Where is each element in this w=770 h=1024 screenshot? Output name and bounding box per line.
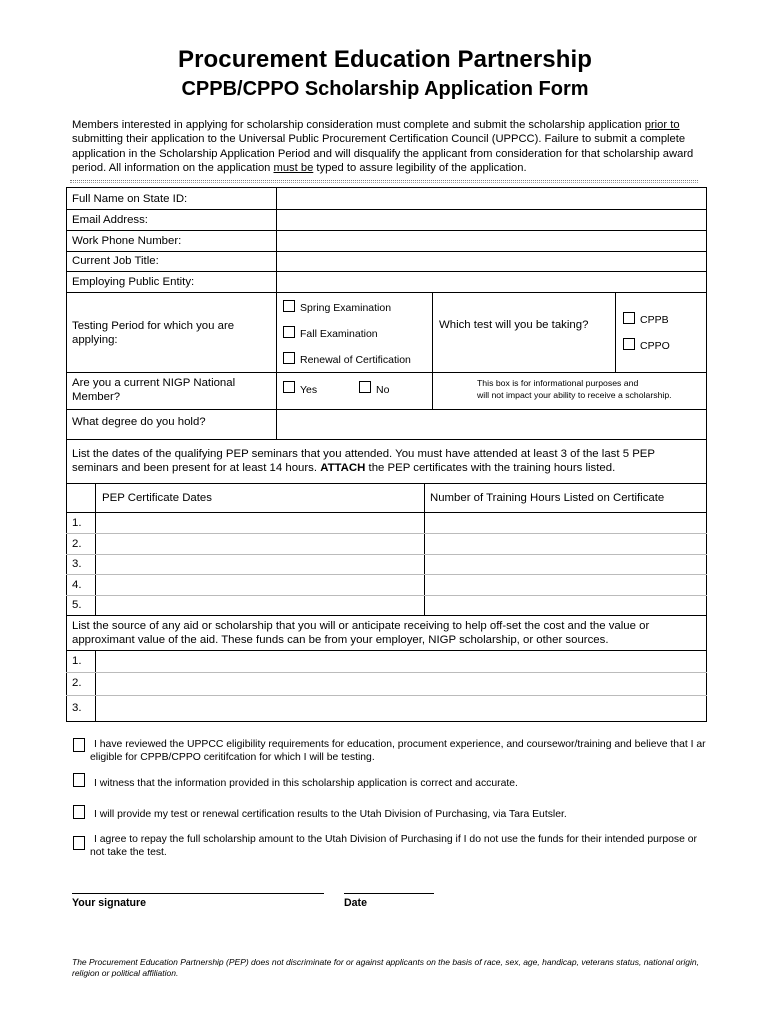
column-divider — [432, 292, 433, 409]
pep-col-dates: PEP Certificate Dates — [102, 492, 212, 504]
declaration-1-line-1: I have reviewed the UPPCC eligibility requirements for education, procument experience, and coursewor/training and believe that I ar — [94, 739, 706, 750]
aid-row-number: 3. — [72, 702, 82, 714]
nigp-note-line-1: This box is for informational purposes and — [477, 378, 639, 388]
declaration-2-text: I witness that the information provided in this scholarship application is correct and accurate. — [94, 778, 518, 789]
declaration-1-line-2: eligible for CPPB/CPPO ceritifcation for which I will be testing. — [90, 752, 375, 763]
row-line — [66, 439, 707, 440]
nigp-no-label: No — [376, 384, 390, 396]
pep-instructions — [72, 447, 702, 476]
job-title-label: Current Job Title: — [72, 255, 159, 267]
column-divider — [276, 187, 277, 439]
date-label: Date — [344, 897, 367, 909]
nigp-note-line-2: will not impact your ability to receive a scholarship. — [477, 390, 672, 400]
pep-row-number: 5. — [72, 599, 82, 611]
degree-label: What degree do you hold? — [72, 416, 206, 428]
cppb-checkbox[interactable] — [623, 312, 635, 324]
pep-row-number: 4. — [72, 579, 82, 591]
declaration-3-checkbox[interactable] — [73, 805, 85, 819]
declaration-1-checkbox[interactable] — [73, 738, 85, 752]
work-phone-label: Work Phone Number: — [72, 235, 182, 247]
nigp-yes-label: Yes — [300, 384, 318, 396]
email-label: Email Address: — [72, 214, 148, 226]
full-name-label: Full Name on State ID: — [72, 193, 188, 205]
declaration-3-text: I will provide my test or renewal certification results to the Utah Division of Purchasing, via Tara Eutsler. — [94, 809, 567, 820]
cppb-label: CPPB — [640, 314, 669, 326]
pep-hours-input-area[interactable] — [426, 513, 706, 614]
row-line — [66, 292, 707, 293]
declaration-4-line-2: not take the test. — [90, 847, 167, 858]
pep-instructions-text-2: the PEP certificates with the training hours listed. — [365, 462, 616, 475]
form-subtitle: CPPB/CPPO Scholarship Application Form — [181, 78, 589, 100]
aid-input-area[interactable] — [97, 651, 706, 721]
job-title-field[interactable] — [278, 252, 706, 271]
renewal-checkbox[interactable] — [283, 352, 295, 364]
row-line — [66, 372, 707, 373]
fall-exam-label: Fall Examination — [300, 328, 378, 340]
non-discrimination-notice: The Procurement Education Partnership (PEP) does not discriminate for or against applicants on the basis of race, sex, age, handicap, veterans status, national origin, religion or political affiliation. — [72, 957, 699, 978]
page-title: Procurement Education Partnership — [177, 46, 593, 73]
intro-text-2: submitting their application to the Universal Public Procurement Certification Council (UPPCC). Failure to submit a complete application in the Scholarship Application Period and will disqualify the applicant from consideration for that scholarship award period. All information on the application — [72, 133, 694, 175]
pep-row-number: 1. — [72, 517, 82, 529]
pep-row-number: 2. — [72, 538, 82, 550]
email-field[interactable] — [278, 210, 706, 230]
declaration-2-checkbox[interactable] — [73, 773, 85, 787]
cppo-checkbox[interactable] — [623, 338, 635, 350]
intro-must-be: must be — [273, 162, 314, 175]
separator — [70, 180, 698, 181]
work-phone-field[interactable] — [278, 231, 706, 251]
aid-row-number: 2. — [72, 677, 82, 689]
row-line — [66, 483, 707, 484]
spring-exam-checkbox[interactable] — [283, 300, 295, 312]
spring-exam-label: Spring Examination — [300, 302, 392, 314]
column-divider — [95, 650, 96, 722]
row-line — [66, 615, 707, 616]
signature-label: Your signature — [72, 897, 146, 909]
aid-row-number: 1. — [72, 655, 82, 667]
pep-row-number: 3. — [72, 558, 82, 570]
fall-exam-checkbox[interactable] — [283, 326, 295, 338]
pep-instructions-text-1: List the dates of the qualifying PEP seminars that you attended. You must have attended at least 3 of the last 5 PEP seminars and been present for at least 14 hours. — [72, 448, 655, 475]
entity-field[interactable] — [278, 272, 706, 292]
signature-line[interactable] — [72, 893, 324, 894]
intro-prior-to: prior to — [644, 119, 680, 131]
intro-paragraph — [72, 118, 704, 176]
entity-label: Employing Public Entity: — [72, 276, 195, 288]
nigp-yes-checkbox[interactable] — [283, 381, 295, 393]
renewal-label: Renewal of Certification — [300, 354, 411, 366]
declaration-4-checkbox[interactable] — [73, 836, 85, 850]
aid-instructions: List the source of any aid or scholarship that you will or anticipate receiving to help off-set the cost and the value or approximant value of the aid. These funds can be from your employer, NIGP scholarship, or other sources. — [72, 620, 650, 647]
pep-attach-text: ATTACH — [320, 462, 366, 475]
cppo-label: CPPO — [640, 340, 670, 352]
full-name-field[interactable] — [278, 188, 706, 208]
declaration-4-line-1: I agree to repay the full scholarship amount to the Utah Division of Purchasing if I do not use the funds for their intended purpose or — [94, 834, 698, 845]
which-test-label: Which test will you be taking? — [439, 319, 589, 331]
degree-field[interactable] — [278, 410, 706, 438]
column-divider — [615, 292, 616, 372]
intro-text-3: typed to assure legibility of the application. — [313, 162, 527, 175]
testing-period-label: Testing Period for which you are applying: — [72, 320, 235, 347]
nigp-no-checkbox[interactable] — [359, 381, 371, 393]
nigp-label: Are you a current NIGP National Member? — [72, 377, 236, 404]
intro-text-1: Members interested in applying for scholarship consideration must complete and submit the scholarship application — [72, 119, 645, 131]
pep-dates-input-area[interactable] — [97, 513, 423, 614]
pep-col-hours: Number of Training Hours Listed on Certificate — [430, 492, 665, 504]
separator — [70, 182, 698, 183]
date-line[interactable] — [344, 893, 434, 894]
